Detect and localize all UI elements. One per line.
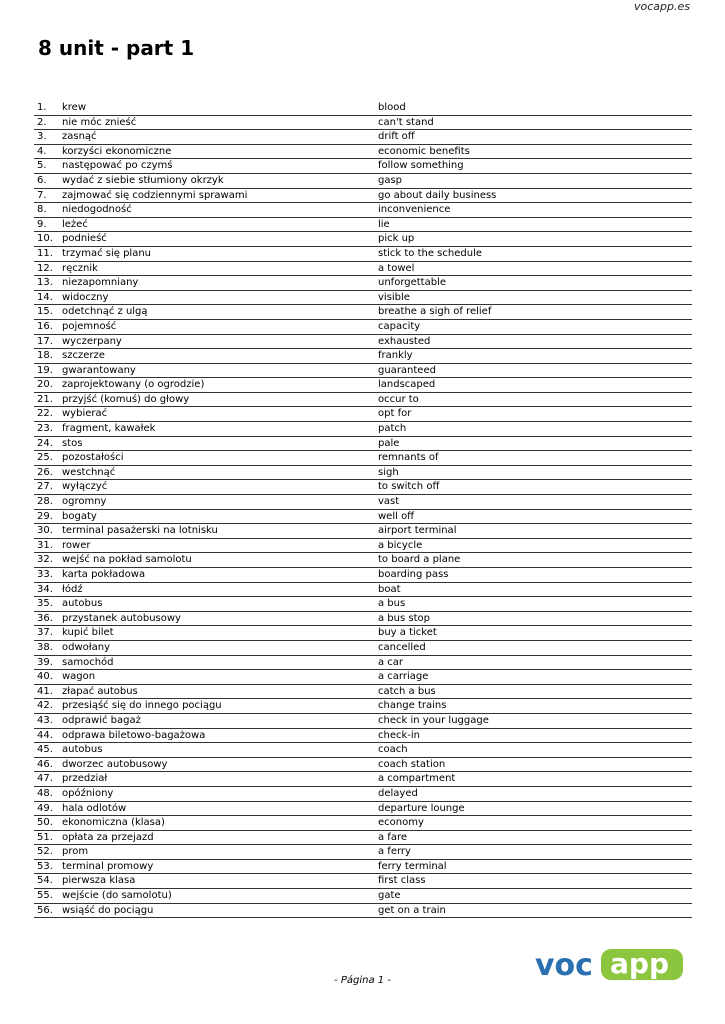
vocab-row bbox=[34, 393, 692, 408]
vocab-list bbox=[34, 101, 692, 918]
vocab-row bbox=[34, 451, 692, 466]
english-term: gate bbox=[378, 890, 401, 902]
polish-term: pojemność bbox=[62, 320, 117, 332]
item-number: 15. bbox=[37, 306, 53, 318]
item-number: 19. bbox=[37, 364, 53, 376]
item-number: 37. bbox=[37, 627, 53, 639]
polish-term: karta pokładowa bbox=[62, 569, 146, 580]
vocab-row bbox=[34, 699, 692, 714]
polish-term: terminal pasażerski na lotnisku bbox=[62, 525, 218, 537]
english-term: change trains bbox=[378, 700, 447, 712]
english-term: a compartment bbox=[378, 773, 456, 785]
vocab-row bbox=[34, 276, 692, 291]
vocab-row bbox=[34, 145, 692, 160]
polish-term: ręcznik bbox=[62, 262, 98, 274]
vocab-row bbox=[34, 874, 692, 889]
vocab-row bbox=[34, 159, 692, 174]
vocab-row bbox=[34, 101, 692, 116]
english-term: airport terminal bbox=[378, 525, 457, 537]
polish-term: bogaty bbox=[62, 510, 97, 522]
english-term: unforgettable bbox=[378, 277, 446, 289]
vocab-row bbox=[34, 889, 692, 904]
vocab-row bbox=[34, 116, 692, 131]
polish-term: przyjść (komuś) do głowy bbox=[62, 393, 190, 405]
polish-term: nie móc znieść bbox=[62, 116, 137, 128]
english-term: pale bbox=[378, 437, 400, 449]
english-term: economy bbox=[378, 817, 424, 829]
polish-term: wydać z siebie stłumiony okrzyk bbox=[62, 174, 224, 186]
site-url: vocapp.es bbox=[634, 0, 690, 13]
item-number: 41. bbox=[37, 685, 53, 697]
item-number: 21. bbox=[37, 393, 53, 405]
english-term: to switch off bbox=[378, 481, 440, 493]
item-number: 6. bbox=[37, 174, 47, 186]
item-number: 38. bbox=[37, 641, 53, 653]
english-term: drift off bbox=[378, 131, 415, 143]
item-number: 29. bbox=[37, 510, 53, 522]
vocab-row bbox=[34, 262, 692, 277]
english-term: coach bbox=[378, 744, 408, 756]
english-term: check in your luggage bbox=[378, 714, 489, 726]
english-term: vast bbox=[378, 496, 400, 508]
item-number: 23. bbox=[37, 423, 53, 435]
item-number: 25. bbox=[37, 452, 53, 464]
item-number: 9. bbox=[37, 218, 47, 230]
item-number: 47. bbox=[37, 773, 53, 785]
polish-term: wagon bbox=[62, 671, 96, 683]
vocab-row bbox=[34, 437, 692, 452]
english-term: opt for bbox=[378, 408, 412, 420]
vocab-row bbox=[34, 597, 692, 612]
polish-term: trzymać się planu bbox=[62, 247, 151, 259]
vocab-row bbox=[34, 685, 692, 700]
vocab-row bbox=[34, 524, 692, 539]
polish-term: dworzec autobusowy bbox=[62, 758, 168, 770]
vocab-row bbox=[34, 568, 692, 583]
vocab-row bbox=[34, 831, 692, 846]
english-term: patch bbox=[378, 423, 407, 435]
polish-term: przystanek autobusowy bbox=[62, 612, 181, 624]
item-number: 13. bbox=[37, 277, 53, 289]
item-number: 5. bbox=[37, 160, 47, 172]
vocab-row bbox=[34, 553, 692, 568]
english-term: blood bbox=[378, 102, 406, 113]
item-number: 4. bbox=[37, 145, 47, 157]
polish-term: wybierać bbox=[62, 408, 108, 420]
english-term: a carriage bbox=[378, 671, 429, 683]
item-number: 31. bbox=[37, 539, 53, 551]
vocab-row bbox=[34, 743, 692, 758]
polish-term: łódź bbox=[62, 583, 83, 595]
vocab-row bbox=[34, 670, 692, 685]
item-number: 48. bbox=[37, 787, 53, 799]
polish-term: złapać autobus bbox=[62, 685, 138, 697]
item-number: 14. bbox=[37, 291, 53, 303]
item-number: 43. bbox=[37, 714, 53, 726]
item-number: 7. bbox=[37, 189, 47, 201]
vocab-row bbox=[34, 729, 692, 744]
polish-term: krew bbox=[62, 102, 87, 113]
english-term: well off bbox=[378, 510, 415, 522]
english-term: check-in bbox=[378, 729, 421, 741]
english-term: a fare bbox=[378, 831, 407, 843]
english-term: visible bbox=[378, 291, 410, 303]
polish-term: korzyści ekonomiczne bbox=[62, 145, 172, 157]
polish-term: zaprojektowany (o ogrodzie) bbox=[62, 379, 205, 391]
logo-text-app: app bbox=[610, 948, 669, 980]
english-term: capacity bbox=[378, 320, 421, 332]
item-number: 17. bbox=[37, 335, 53, 347]
vocab-row bbox=[34, 203, 692, 218]
item-number: 36. bbox=[37, 612, 53, 624]
vocab-row bbox=[34, 335, 692, 350]
vocab-row bbox=[34, 189, 692, 204]
vocab-row bbox=[34, 802, 692, 817]
english-term: gasp bbox=[378, 174, 403, 186]
polish-term: odprawa biletowo-bagażowa bbox=[62, 729, 206, 741]
logo-text-voc: voc bbox=[535, 948, 593, 982]
polish-term: przedział bbox=[62, 773, 108, 785]
english-term: occur to bbox=[378, 393, 419, 405]
polish-term: fragment, kawałek bbox=[62, 423, 156, 435]
english-term: a bus stop bbox=[378, 612, 430, 624]
english-term: to board a plane bbox=[378, 554, 461, 566]
english-term: a car bbox=[378, 656, 404, 668]
polish-term: pozostałości bbox=[62, 452, 124, 464]
item-number: 33. bbox=[37, 569, 53, 580]
vocab-row bbox=[34, 539, 692, 554]
polish-term: zasnąć bbox=[62, 131, 97, 143]
english-term: exhausted bbox=[378, 335, 431, 347]
english-term: frankly bbox=[378, 350, 413, 362]
english-term: a ferry bbox=[378, 846, 411, 858]
vocab-row bbox=[34, 480, 692, 495]
polish-term: zajmować się codziennymi sprawami bbox=[62, 189, 248, 201]
vocab-row bbox=[34, 320, 692, 335]
english-term: economic benefits bbox=[378, 145, 470, 157]
vocapp-logo bbox=[535, 948, 685, 982]
polish-term: odetchnąć z ulgą bbox=[62, 306, 148, 318]
item-number: 24. bbox=[37, 437, 53, 449]
polish-term: samochód bbox=[62, 656, 114, 668]
vocab-row bbox=[34, 466, 692, 481]
english-term: cancelled bbox=[378, 641, 426, 653]
polish-term: leżeć bbox=[62, 218, 88, 230]
english-term: guaranteed bbox=[378, 364, 436, 376]
polish-term: następować po czymś bbox=[62, 160, 173, 172]
polish-term: wyczerpany bbox=[62, 335, 122, 347]
page-title: 8 unit - part 1 bbox=[38, 36, 195, 60]
vocab-row bbox=[34, 247, 692, 262]
polish-term: kupić bilet bbox=[62, 627, 114, 639]
item-number: 8. bbox=[37, 204, 47, 216]
item-number: 35. bbox=[37, 598, 53, 610]
english-term: a bicycle bbox=[378, 539, 423, 551]
english-term: coach station bbox=[378, 758, 446, 770]
english-term: ferry terminal bbox=[378, 860, 447, 872]
item-number: 53. bbox=[37, 860, 53, 872]
polish-term: wejście (do samolotu) bbox=[62, 890, 172, 902]
polish-term: ekonomiczna (klasa) bbox=[62, 817, 165, 829]
english-term: boarding pass bbox=[378, 569, 449, 580]
item-number: 50. bbox=[37, 817, 53, 829]
item-number: 11. bbox=[37, 247, 53, 259]
english-term: lie bbox=[378, 218, 390, 230]
vocab-row bbox=[34, 422, 692, 437]
item-number: 2. bbox=[37, 116, 47, 128]
english-term: boat bbox=[378, 583, 401, 595]
vocab-row bbox=[34, 378, 692, 393]
polish-term: stos bbox=[62, 437, 83, 449]
polish-term: szczerze bbox=[62, 350, 105, 362]
vocab-row bbox=[34, 904, 692, 919]
item-number: 27. bbox=[37, 481, 53, 493]
polish-term: westchnąć bbox=[62, 466, 116, 478]
item-number: 3. bbox=[37, 131, 47, 143]
item-number: 32. bbox=[37, 554, 53, 566]
vocab-row bbox=[34, 758, 692, 773]
item-number: 39. bbox=[37, 656, 53, 668]
english-term: follow something bbox=[378, 160, 464, 172]
vocab-row bbox=[34, 816, 692, 831]
polish-term: pierwsza klasa bbox=[62, 875, 136, 887]
item-number: 55. bbox=[37, 890, 53, 902]
item-number: 40. bbox=[37, 671, 53, 683]
page-number: - Página 1 - bbox=[334, 975, 391, 986]
vocab-row bbox=[34, 714, 692, 729]
vocab-row bbox=[34, 772, 692, 787]
english-term: delayed bbox=[378, 787, 418, 799]
item-number: 12. bbox=[37, 262, 53, 274]
vocab-row bbox=[34, 174, 692, 189]
item-number: 30. bbox=[37, 525, 53, 537]
polish-term: opłata za przejazd bbox=[62, 831, 154, 843]
english-term: inconvenience bbox=[378, 204, 451, 216]
polish-term: gwarantowany bbox=[62, 364, 136, 376]
english-term: sigh bbox=[378, 466, 399, 478]
polish-term: odprawić bagaż bbox=[62, 714, 141, 726]
item-number: 45. bbox=[37, 744, 53, 756]
vocab-row bbox=[34, 626, 692, 641]
vocab-row bbox=[34, 656, 692, 671]
polish-term: niedogodność bbox=[62, 204, 132, 216]
polish-term: rower bbox=[62, 539, 91, 551]
polish-term: podnieść bbox=[62, 233, 107, 245]
english-term: departure lounge bbox=[378, 802, 465, 814]
vocab-row bbox=[34, 291, 692, 306]
item-number: 20. bbox=[37, 379, 53, 391]
polish-term: wsiąść do pociągu bbox=[62, 904, 154, 916]
english-term: breathe a sigh of relief bbox=[378, 306, 492, 318]
vocab-row bbox=[34, 510, 692, 525]
vocab-row bbox=[34, 845, 692, 860]
item-number: 16. bbox=[37, 320, 53, 332]
vocab-row bbox=[34, 495, 692, 510]
vocab-row bbox=[34, 407, 692, 422]
polish-term: opóźniony bbox=[62, 787, 114, 799]
item-number: 51. bbox=[37, 831, 53, 843]
item-number: 26. bbox=[37, 466, 53, 478]
english-term: remnants of bbox=[378, 452, 439, 464]
item-number: 56. bbox=[37, 904, 53, 916]
polish-term: niezapomniany bbox=[62, 277, 139, 289]
english-term: buy a ticket bbox=[378, 627, 437, 639]
vocab-row bbox=[34, 218, 692, 233]
item-number: 42. bbox=[37, 700, 53, 712]
item-number: 44. bbox=[37, 729, 53, 741]
polish-term: widoczny bbox=[62, 291, 109, 303]
polish-term: hala odlotów bbox=[62, 802, 127, 814]
item-number: 18. bbox=[37, 350, 53, 362]
vocab-row bbox=[34, 641, 692, 656]
vocab-row bbox=[34, 860, 692, 875]
item-number: 52. bbox=[37, 846, 53, 858]
item-number: 46. bbox=[37, 758, 53, 770]
item-number: 22. bbox=[37, 408, 53, 420]
english-term: landscaped bbox=[378, 379, 436, 391]
vocab-row bbox=[34, 130, 692, 145]
english-term: pick up bbox=[378, 233, 415, 245]
english-term: first class bbox=[378, 875, 426, 887]
english-term: can't stand bbox=[378, 116, 434, 128]
english-term: stick to the schedule bbox=[378, 247, 482, 259]
english-term: catch a bus bbox=[378, 685, 436, 697]
item-number: 10. bbox=[37, 233, 53, 245]
item-number: 28. bbox=[37, 496, 53, 508]
vocab-row bbox=[34, 583, 692, 598]
vocab-row bbox=[34, 612, 692, 627]
english-term: a towel bbox=[378, 262, 415, 274]
polish-term: przesiąść się do innego pociągu bbox=[62, 700, 222, 712]
english-term: go about daily business bbox=[378, 189, 497, 201]
item-number: 49. bbox=[37, 802, 53, 814]
polish-term: terminal promowy bbox=[62, 860, 154, 872]
item-number: 34. bbox=[37, 583, 53, 595]
polish-term: wejść na pokład samolotu bbox=[62, 554, 192, 566]
english-term: get on a train bbox=[378, 904, 446, 916]
vocab-row bbox=[34, 349, 692, 364]
item-number: 54. bbox=[37, 875, 53, 887]
polish-term: wyłączyć bbox=[62, 481, 108, 493]
vocab-row bbox=[34, 232, 692, 247]
english-term: a bus bbox=[378, 598, 406, 610]
polish-term: odwołany bbox=[62, 641, 110, 653]
polish-term: autobus bbox=[62, 598, 103, 610]
vocab-row bbox=[34, 787, 692, 802]
polish-term: autobus bbox=[62, 744, 103, 756]
polish-term: prom bbox=[62, 846, 89, 858]
polish-term: ogromny bbox=[62, 496, 107, 508]
item-number: 1. bbox=[37, 102, 47, 113]
vocab-row bbox=[34, 364, 692, 379]
vocab-row bbox=[34, 305, 692, 320]
